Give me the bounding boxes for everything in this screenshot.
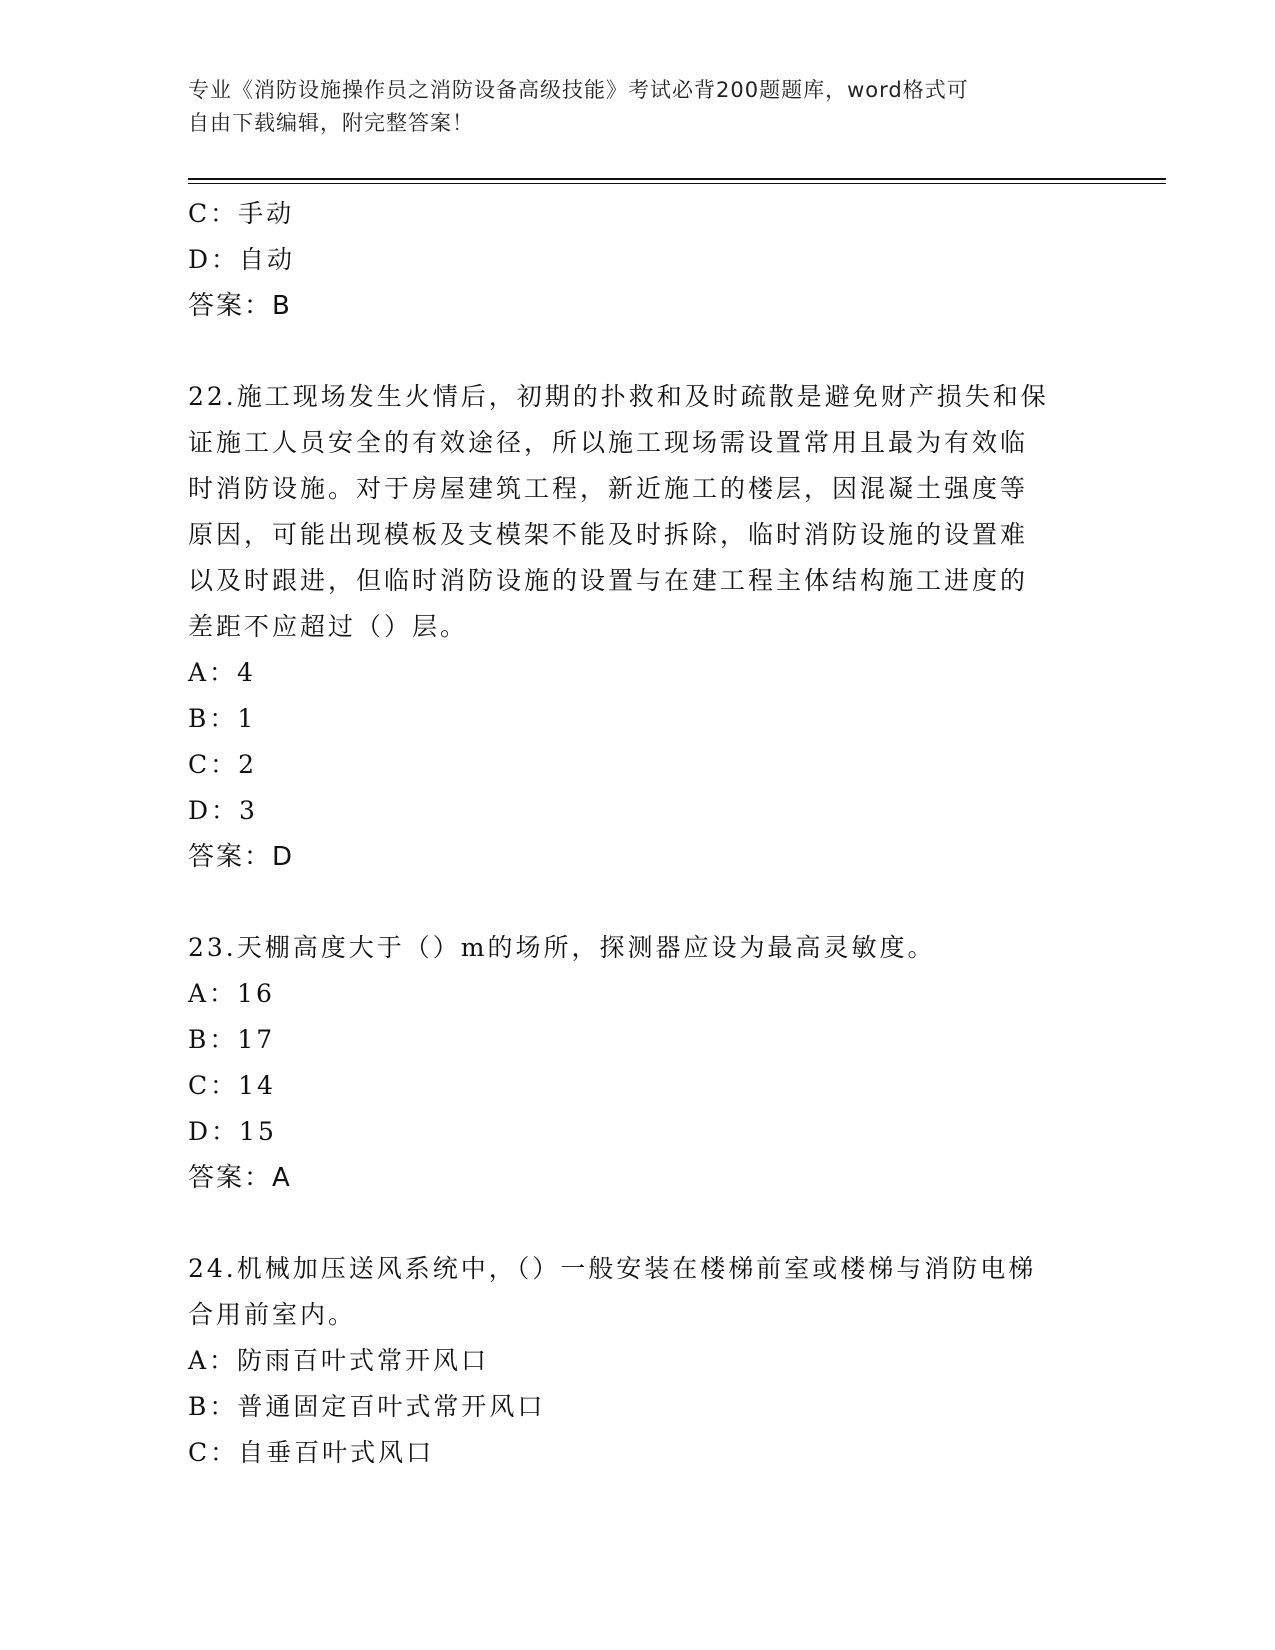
question-text-line: 时消防设施。对于房屋建筑工程，新近施工的楼层，因混凝土强度等	[188, 474, 1029, 503]
answer-line: 答案：B	[188, 291, 292, 321]
question-text-line: 22.施工现场发生火情后，初期的扑救和及时疏散是避免财产损失和保	[188, 382, 1049, 411]
question-24	[188, 1246, 1088, 1476]
option-d: D：3	[188, 796, 258, 825]
option-c: C：自垂百叶式风口	[188, 1438, 435, 1467]
question-23	[188, 925, 1088, 1201]
spacer	[188, 329, 1088, 374]
answer-line: 答案：D	[188, 842, 295, 872]
option-b: B：1	[188, 704, 257, 733]
option-a: A：4	[188, 658, 256, 687]
option-d: D：自动	[188, 245, 296, 274]
question-22	[188, 374, 1088, 880]
option-c: C：14	[188, 1071, 276, 1100]
option-d: D：15	[188, 1117, 277, 1146]
question-text-line: 24.机械加压送风系统中，（）一般安装在楼梯前室或楼梯与消防电梯	[188, 1254, 1037, 1283]
question-text-line: 证施工人员安全的有效途径，所以施工现场需设置常用且最为有效临	[188, 428, 1029, 457]
question-21-tail	[188, 191, 1088, 329]
question-text-line: 原因，可能出现模板及支模架不能及时拆除，临时消防设施的设置难	[188, 520, 1029, 549]
option-a: A：防雨百叶式常开风口	[188, 1346, 490, 1375]
document-body	[188, 191, 1088, 1476]
option-c: C：手动	[188, 199, 295, 228]
header-rule-thin	[188, 183, 1166, 184]
header-rule-thick	[188, 178, 1166, 180]
header-line-2: 自由下载编辑，附完整答案！	[188, 111, 474, 135]
spacer	[188, 880, 1088, 925]
answer-line: 答案：A	[188, 1163, 292, 1193]
header-line-1: 专业《消防设施操作员之消防设备高级技能》考试必背200题题库，word格式可	[188, 78, 969, 102]
question-text-line: 合用前室内。	[188, 1300, 357, 1329]
question-text-line: 差距不应超过（）层。	[188, 612, 469, 641]
document-header	[188, 74, 1088, 140]
option-b: B：17	[188, 1025, 276, 1054]
question-text-line: 以及时跟进，但临时消防设施的设置与在建工程主体结构施工进度的	[188, 566, 1029, 595]
option-c: C：2	[188, 750, 258, 779]
option-b: B：普通固定百叶式常开风口	[188, 1392, 546, 1421]
spacer	[188, 1201, 1088, 1246]
question-text-line: 23.天棚高度大于（）m的场所，探测器应设为最高灵敏度。	[188, 933, 936, 962]
option-a: A：16	[188, 979, 275, 1008]
